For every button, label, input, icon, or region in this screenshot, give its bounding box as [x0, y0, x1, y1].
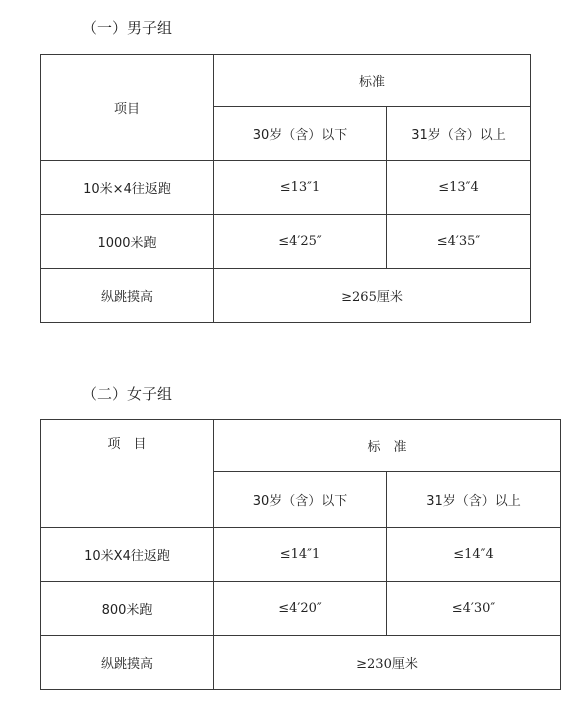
under30-value-cell: ≤13″1 [214, 161, 387, 215]
header-over31-cell: 31岁（含）以上 [387, 472, 561, 528]
under30-value-cell: ≤14″1 [214, 528, 387, 582]
header-item-cell: 项目 [41, 55, 214, 161]
item-cell: 800米跑 [41, 582, 214, 636]
jump-value: ≥265 [341, 290, 377, 305]
header-standard-cell: 标 准 [214, 420, 561, 472]
jump-unit: 厘米 [391, 657, 418, 672]
header-under30-cell: 30岁（含）以下 [214, 107, 387, 161]
jump-value-cell [214, 636, 561, 690]
item-cell: 10米X4往返跑 [41, 528, 214, 582]
jump-value-cell [214, 269, 531, 323]
over31-value-cell: ≤4′30″ [387, 582, 561, 636]
header-over31-cell: 31岁（含）以上 [387, 107, 531, 161]
item-cell: 纵跳摸高 [41, 269, 214, 323]
item-cell: 1000米跑 [41, 215, 214, 269]
jump-value: ≥230 [356, 657, 392, 672]
over31-value-cell: ≤14″4 [387, 528, 561, 582]
section-title-women: （二）女子组 [82, 385, 173, 403]
women-standards-table [40, 419, 561, 690]
table-row [41, 528, 561, 582]
item-cell: 纵跳摸高 [41, 636, 214, 690]
header-item-cell: 项 目 [41, 420, 214, 528]
item-cell: 10米×4往返跑 [41, 161, 214, 215]
table-row [41, 269, 531, 323]
table-row [41, 636, 561, 690]
table-row [41, 582, 561, 636]
table-row [41, 161, 531, 215]
section-title-men: （一）男子组 [82, 19, 173, 37]
header-under30-cell: 30岁（含）以下 [214, 472, 387, 528]
under30-value-cell: ≤4′25″ [214, 215, 387, 269]
under30-value-cell: ≤4′20″ [214, 582, 387, 636]
jump-unit: 厘米 [376, 290, 403, 305]
header-standard-cell: 标准 [214, 55, 531, 107]
table-row [41, 215, 531, 269]
over31-value-cell: ≤4′35″ [387, 215, 531, 269]
men-standards-table [40, 54, 531, 323]
over31-value-cell: ≤13″4 [387, 161, 531, 215]
